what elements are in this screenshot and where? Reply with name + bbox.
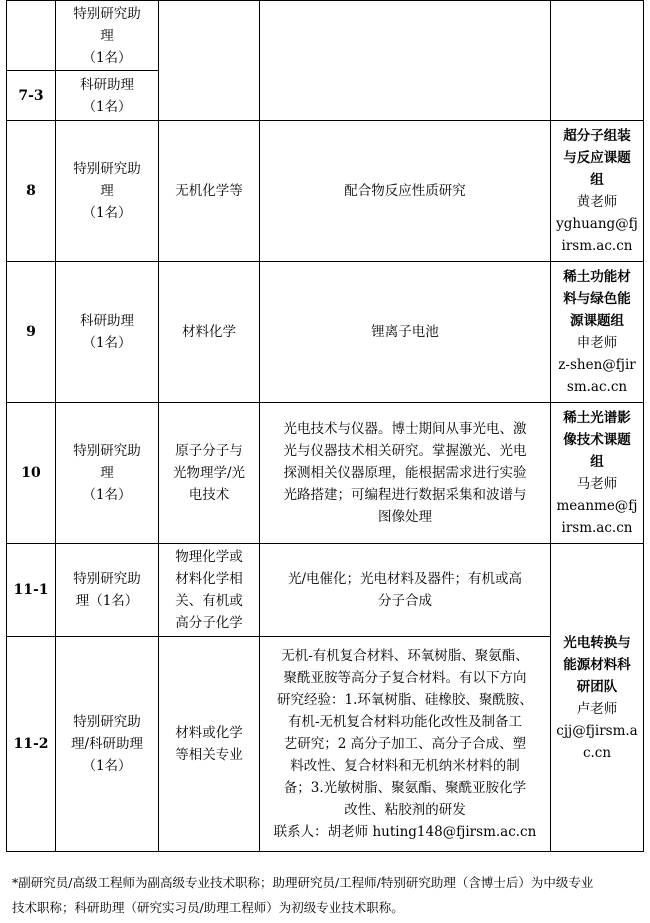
position-cell-10: 特别研究助 理 （1名） xyxy=(56,403,159,544)
table-row-11-1 xyxy=(7,544,644,637)
contact-email: sm.ac.cn xyxy=(566,379,628,395)
row-number-8: 8 xyxy=(7,121,56,262)
row-number-9: 9 xyxy=(7,262,56,403)
position-cell-7-3: 科研助理 （1名） xyxy=(56,71,159,121)
contact-cell-8: 超分子组装 与反应课题 组 黄老师 yghuang@fj irsm.ac.cn xyxy=(551,121,644,262)
table-row-7-2 xyxy=(7,1,644,71)
direction-cell-9: 锂离子电池 xyxy=(260,262,551,403)
contact-cell-9: 稀土功能材 料与绿色能 源课题组 申老师 z-shen@fjir sm.ac.cn xyxy=(551,262,644,403)
recruitment-table xyxy=(6,0,644,852)
contact-teacher: 申老师 xyxy=(576,335,618,351)
contact-email: z-shen@fjir xyxy=(558,357,636,373)
direction-cell-8: 配合物反应性质研究 xyxy=(260,121,551,262)
row-number-7-3: 7-3 xyxy=(7,71,56,121)
position-cell-8: 特别研究助 理 （1名） xyxy=(56,121,159,262)
contact-teacher: 马老师 xyxy=(576,476,618,492)
direction-cell-10: 光电技术与仪器。博士期间从事光电、激 光与仪器技术相关研究。掌握激光、光电 探测相关仪器原理，能根据需求进行实验 光路搭建；可编程进行数据采集和波谱与 图像处理 xyxy=(260,403,551,544)
contact-email: c.cn xyxy=(582,744,612,761)
major-cell-10: 原子分子与 光物理学/光 电技术 xyxy=(159,403,260,544)
row-number-10: 10 xyxy=(7,403,56,544)
contact-email: irsm.ac.cn xyxy=(561,520,633,536)
major-cell-11-1: 物理化学或 材料化学相 关、有机或 高分子化学 xyxy=(159,544,260,637)
contact-cell-11: 光电转换与 能源材料科 研团队 卢老师 cjj@fjirsm.a c.cn xyxy=(551,544,644,852)
position-cell-11-2: 特别研究助 理/科研助理 （1名） xyxy=(56,637,159,852)
row-number-11-1: 11-1 xyxy=(7,544,56,637)
num-cell-7-2 xyxy=(7,1,56,71)
contact-cell-10: 稀土光谱影 像技术课题 组 马老师 meanme@fj irsm.ac.cn xyxy=(551,403,644,544)
major-cell-8: 无机化学等 xyxy=(159,121,260,262)
table-row-9 xyxy=(7,262,644,403)
major-cell-7 xyxy=(159,1,260,121)
table-row-11-2 xyxy=(7,637,644,852)
direction-cell-7 xyxy=(260,1,551,121)
position-cell-7-2: 特别研究助 理 （1名） xyxy=(56,1,159,71)
table-row-10 xyxy=(7,403,644,544)
position-cell-11-1: 特别研究助 理（1名） xyxy=(56,544,159,637)
contact-email: cjj@fjirsm.a xyxy=(556,722,638,739)
footnote: *副研究员/高级工程师为副高级专业技术职称；助理研究员/工程师/特别研究助理（含博士后）为中级专业 技术职称；科研助理（研究实习员/助理工程师）为初级专业技术职称。 xyxy=(12,875,594,915)
direction-cell-11-2: 无机-有机复合材料、环氧树脂、聚氨酯、 聚酰亚胺等高分子复合材料。有以下方向 研究经验：1.环氧树脂、硅橡胶、聚酰胺、 有机-无机复合材料功能化改性及制备工 艺研究；2 高分子加工、高分子合成、塑 料改性、复合材料和无机纳米材料的制 备；3.光敏树脂、聚氨酯、聚酰亚胺化学 改性、粘胶剂的研发 联系人：胡老师 huting148@fjirsm.ac.cn xyxy=(260,637,551,852)
contact-teacher: 卢老师 xyxy=(576,700,618,717)
row-number-11-2: 11-2 xyxy=(7,637,56,852)
contact-email: meanme@fj xyxy=(556,498,638,514)
contact-email: irsm.ac.cn xyxy=(561,238,633,254)
direction-contact-line: 联系人：胡老师 huting148@fjirsm.ac.cn xyxy=(273,824,537,840)
direction-cell-11-1: 光/电催化；光电材料及器件；有机或高 分子合成 xyxy=(260,544,551,637)
major-cell-9: 材料化学 xyxy=(159,262,260,403)
contact-cell-7 xyxy=(551,1,644,121)
position-cell-9: 科研助理 （1名） xyxy=(56,262,159,403)
contact-teacher: 黄老师 xyxy=(576,194,618,210)
table-row-8 xyxy=(7,121,644,262)
contact-email: yghuang@fj xyxy=(556,216,638,232)
major-cell-11-2: 材料或化学 等相关专业 xyxy=(159,637,260,852)
